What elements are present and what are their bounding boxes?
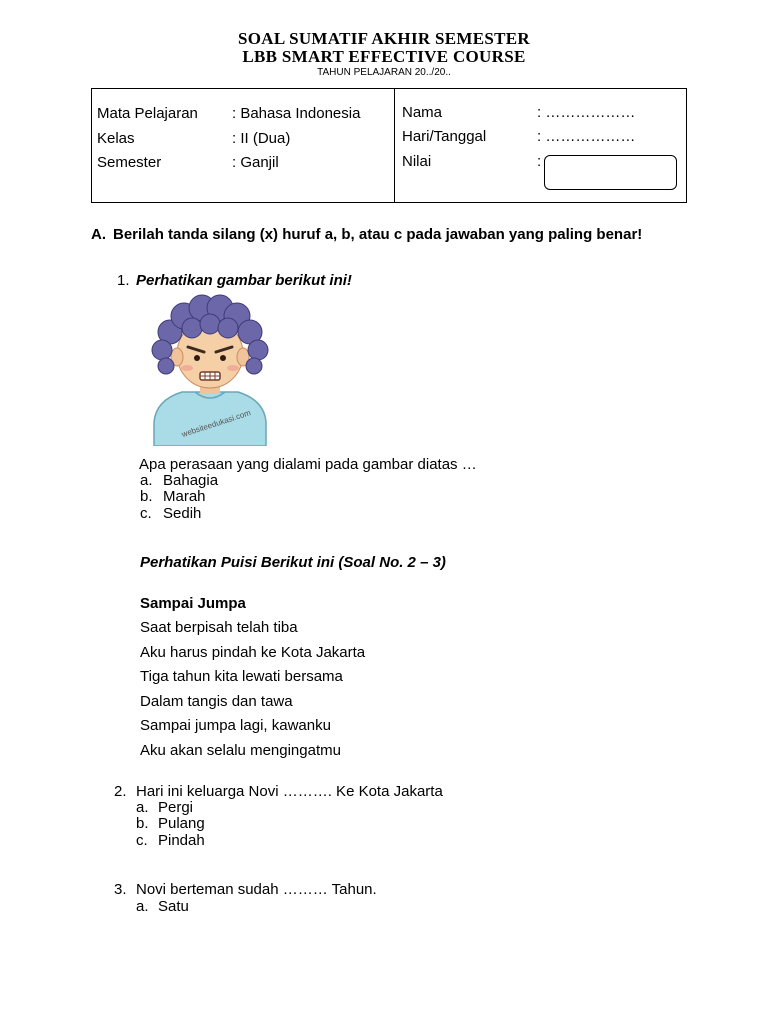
poem-line: Dalam tangis dan tawa	[140, 693, 293, 710]
score-box[interactable]	[544, 155, 677, 190]
page-title: SOAL SUMATIF AKHIR SEMESTER	[238, 29, 530, 48]
angry-child-icon	[140, 292, 280, 446]
poem-intro: Perhatikan Puisi Berikut ini (Soal No. 2 – 3)	[140, 554, 446, 571]
semester-label: Semester	[97, 154, 162, 171]
poem-line: Aku harus pindah ke Kota Jakarta	[140, 644, 366, 661]
poem-title: Sampai Jumpa	[140, 595, 246, 612]
score-label: Nilai	[402, 153, 432, 170]
section-letter: A.	[91, 226, 106, 243]
q2-option-a-letter: a.	[136, 799, 149, 816]
q1-option-b[interactable]: Marah	[163, 488, 206, 505]
poem-line: Saat berpisah telah tiba	[140, 619, 298, 636]
q3-option-a[interactable]: Satu	[158, 898, 189, 915]
q3-number: 3.	[114, 881, 127, 898]
q1-number: 1.	[117, 272, 130, 289]
subject-value: : Bahasa Indonesia	[232, 105, 361, 122]
date-field[interactable]: : ………………	[537, 128, 636, 145]
q1-option-c[interactable]: Sedih	[163, 505, 202, 522]
q3-question: Novi berteman sudah ……… Tahun.	[136, 881, 377, 898]
image-watermark: websiteedukasi.com	[180, 408, 252, 439]
class-label: Kelas	[97, 130, 135, 147]
q2-option-c[interactable]: Pindah	[158, 832, 205, 849]
course-title: LBB SMART EFFECTIVE COURSE	[242, 47, 526, 66]
q1-option-a-letter: a.	[140, 472, 153, 489]
semester-value: : Ganjil	[232, 154, 279, 171]
q1-option-b-letter: b.	[140, 488, 153, 505]
academic-year: TAHUN PELAJARAN 20../20..	[317, 67, 451, 78]
angry-child-illustration	[140, 292, 280, 446]
q2-question: Hari ini keluarga Novi ………. Ke Kota Jakarta	[136, 783, 443, 800]
q2-option-a[interactable]: Pergi	[158, 799, 194, 816]
q1-option-a[interactable]: Bahagia	[163, 472, 219, 489]
q2-number: 2.	[114, 783, 127, 800]
q3-option-a-letter: a.	[136, 898, 149, 915]
score-colon: :	[537, 153, 542, 170]
poem-line: Tiga tahun kita lewati bersama	[140, 668, 343, 685]
q2-option-c-letter: c.	[136, 832, 148, 849]
poem-line: Aku akan selalu mengingatmu	[140, 742, 341, 759]
name-label: Nama	[402, 104, 443, 121]
q2-option-b-letter: b.	[136, 815, 149, 832]
q1-option-c-letter: c.	[140, 505, 152, 522]
info-box-divider	[394, 88, 395, 203]
date-label: Hari/Tanggal	[402, 128, 487, 145]
q1-question: Apa perasaan yang dialami pada gambar diatas …	[139, 456, 477, 473]
class-value: : II (Dua)	[232, 130, 291, 147]
section-text: Berilah tanda silang (x) huruf a, b, atau c pada jawaban yang paling benar!	[113, 226, 643, 243]
name-field[interactable]: : ………………	[537, 104, 636, 121]
q2-option-b[interactable]: Pulang	[158, 815, 205, 832]
q1-prompt: Perhatikan gambar berikut ini!	[136, 272, 352, 289]
poem-line: Sampai jumpa lagi, kawanku	[140, 717, 331, 734]
subject-label: Mata Pelajaran	[97, 105, 198, 122]
